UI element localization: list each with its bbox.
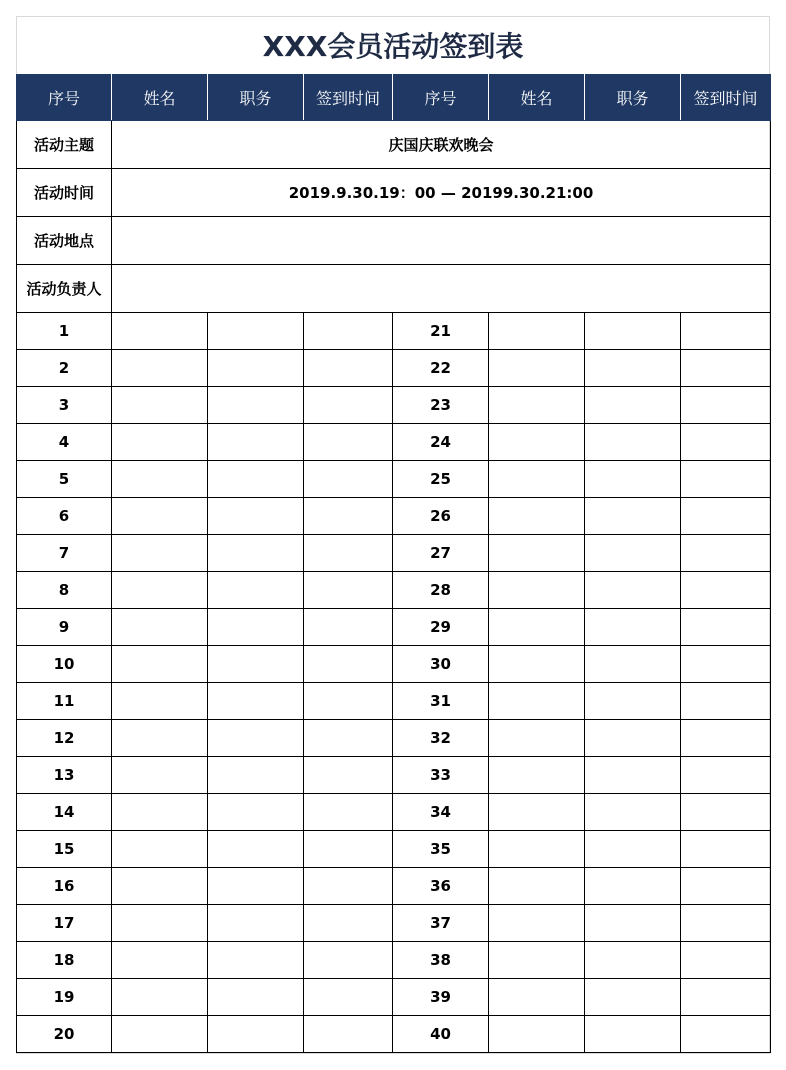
entry-cell[interactable] bbox=[208, 979, 304, 1016]
entry-cell[interactable] bbox=[304, 535, 393, 572]
row-number: 39 bbox=[393, 979, 489, 1016]
row-number: 7 bbox=[17, 535, 112, 572]
entry-cell[interactable] bbox=[681, 498, 771, 535]
entry-cell[interactable] bbox=[489, 313, 585, 350]
row-number: 11 bbox=[17, 683, 112, 720]
entry-cell[interactable] bbox=[585, 535, 681, 572]
entry-cell[interactable] bbox=[112, 609, 208, 646]
row-number: 20 bbox=[17, 1016, 112, 1053]
info-row bbox=[17, 169, 771, 217]
column-header: 姓名 bbox=[112, 75, 208, 121]
table-row bbox=[17, 979, 771, 1016]
entry-cell[interactable] bbox=[304, 350, 393, 387]
row-number: 15 bbox=[17, 831, 112, 868]
entry-cell[interactable] bbox=[489, 646, 585, 683]
entry-cell[interactable] bbox=[112, 1016, 208, 1053]
column-header: 职务 bbox=[208, 75, 304, 121]
entry-cell[interactable] bbox=[304, 868, 393, 905]
entry-cell[interactable] bbox=[681, 350, 771, 387]
row-number: 3 bbox=[17, 387, 112, 424]
entry-cell[interactable] bbox=[681, 387, 771, 424]
row-number: 14 bbox=[17, 794, 112, 831]
table-row bbox=[17, 313, 771, 350]
row-number: 6 bbox=[17, 498, 112, 535]
entry-cell[interactable] bbox=[681, 942, 771, 979]
info-row bbox=[17, 121, 771, 169]
info-row bbox=[17, 265, 771, 313]
table-row bbox=[17, 683, 771, 720]
table-row bbox=[17, 387, 771, 424]
entry-cell[interactable] bbox=[112, 313, 208, 350]
signin-table bbox=[16, 74, 771, 1053]
entry-cell[interactable] bbox=[489, 868, 585, 905]
entry-cell[interactable] bbox=[112, 905, 208, 942]
row-number: 12 bbox=[17, 720, 112, 757]
column-header: 姓名 bbox=[489, 75, 585, 121]
row-number: 24 bbox=[393, 424, 489, 461]
row-number: 1 bbox=[17, 313, 112, 350]
entry-cell[interactable] bbox=[585, 757, 681, 794]
entry-cell[interactable] bbox=[489, 498, 585, 535]
row-number: 30 bbox=[393, 646, 489, 683]
entry-cell[interactable] bbox=[585, 350, 681, 387]
row-number: 38 bbox=[393, 942, 489, 979]
row-number: 23 bbox=[393, 387, 489, 424]
entry-cell[interactable] bbox=[681, 757, 771, 794]
entry-cell[interactable] bbox=[489, 572, 585, 609]
entry-cell[interactable] bbox=[208, 461, 304, 498]
entry-cell[interactable] bbox=[304, 942, 393, 979]
row-number: 33 bbox=[393, 757, 489, 794]
entry-cell[interactable] bbox=[489, 905, 585, 942]
table-row bbox=[17, 942, 771, 979]
row-number: 13 bbox=[17, 757, 112, 794]
table-row bbox=[17, 757, 771, 794]
entry-cell[interactable] bbox=[681, 646, 771, 683]
entry-cell[interactable] bbox=[304, 313, 393, 350]
table-row bbox=[17, 720, 771, 757]
entry-cell[interactable] bbox=[585, 498, 681, 535]
entry-cell[interactable] bbox=[585, 831, 681, 868]
table-row bbox=[17, 609, 771, 646]
row-number: 18 bbox=[17, 942, 112, 979]
entry-cell[interactable] bbox=[489, 757, 585, 794]
entry-cell[interactable] bbox=[304, 757, 393, 794]
entry-cell[interactable] bbox=[489, 461, 585, 498]
entry-cell[interactable] bbox=[681, 609, 771, 646]
entry-cell[interactable] bbox=[112, 831, 208, 868]
info-label: 活动时间 bbox=[17, 169, 112, 217]
table-row bbox=[17, 535, 771, 572]
entry-cell[interactable] bbox=[681, 794, 771, 831]
row-number: 40 bbox=[393, 1016, 489, 1053]
entry-cell[interactable] bbox=[585, 609, 681, 646]
table-row bbox=[17, 424, 771, 461]
row-number: 5 bbox=[17, 461, 112, 498]
row-number: 36 bbox=[393, 868, 489, 905]
entry-cell[interactable] bbox=[681, 461, 771, 498]
entry-cell[interactable] bbox=[208, 757, 304, 794]
info-label: 活动地点 bbox=[17, 217, 112, 265]
entry-cell[interactable] bbox=[304, 979, 393, 1016]
row-number: 4 bbox=[17, 424, 112, 461]
entry-cell[interactable] bbox=[585, 720, 681, 757]
entry-cell[interactable] bbox=[681, 683, 771, 720]
entry-cell[interactable] bbox=[208, 868, 304, 905]
entry-cell[interactable] bbox=[304, 831, 393, 868]
entry-cell[interactable] bbox=[585, 683, 681, 720]
info-value-cell[interactable]: 2019.9.30.19：00 — 20199.30.21:00 bbox=[112, 169, 771, 217]
row-number: 32 bbox=[393, 720, 489, 757]
table-row bbox=[17, 498, 771, 535]
entry-cell[interactable] bbox=[489, 609, 585, 646]
entry-cell[interactable] bbox=[681, 313, 771, 350]
entry-cell[interactable] bbox=[681, 831, 771, 868]
entry-cell[interactable] bbox=[208, 572, 304, 609]
entry-cell[interactable] bbox=[585, 794, 681, 831]
entry-cell[interactable] bbox=[112, 868, 208, 905]
entry-cell[interactable] bbox=[112, 757, 208, 794]
entry-cell[interactable] bbox=[208, 646, 304, 683]
row-number: 16 bbox=[17, 868, 112, 905]
row-number: 34 bbox=[393, 794, 489, 831]
entry-cell[interactable] bbox=[489, 831, 585, 868]
entry-cell[interactable] bbox=[489, 350, 585, 387]
entry-cell[interactable] bbox=[585, 905, 681, 942]
entry-cell[interactable] bbox=[112, 424, 208, 461]
info-row bbox=[17, 217, 771, 265]
entry-cell[interactable] bbox=[585, 461, 681, 498]
column-header-row bbox=[17, 75, 771, 121]
entry-cell[interactable] bbox=[585, 313, 681, 350]
row-number: 22 bbox=[393, 350, 489, 387]
entry-cell[interactable] bbox=[304, 905, 393, 942]
entry-cell[interactable] bbox=[112, 535, 208, 572]
entry-cell[interactable] bbox=[208, 831, 304, 868]
entry-cell[interactable] bbox=[112, 572, 208, 609]
entry-cell[interactable] bbox=[112, 942, 208, 979]
entry-cell[interactable] bbox=[681, 535, 771, 572]
entry-cell[interactable] bbox=[681, 572, 771, 609]
entry-cell[interactable] bbox=[489, 387, 585, 424]
entry-cell[interactable] bbox=[208, 720, 304, 757]
entry-cell[interactable] bbox=[112, 683, 208, 720]
entry-cell[interactable] bbox=[112, 794, 208, 831]
entry-cell[interactable] bbox=[208, 1016, 304, 1053]
table-row bbox=[17, 572, 771, 609]
info-value-cell[interactable] bbox=[112, 265, 771, 313]
row-number: 8 bbox=[17, 572, 112, 609]
info-value-cell[interactable] bbox=[112, 217, 771, 265]
entry-cell[interactable] bbox=[681, 905, 771, 942]
entry-cell[interactable] bbox=[681, 1016, 771, 1053]
page-title: XXX会员活动签到表 bbox=[262, 30, 524, 63]
column-header: 序号 bbox=[393, 75, 489, 121]
row-number: 19 bbox=[17, 979, 112, 1016]
table-row bbox=[17, 350, 771, 387]
entry-cell[interactable] bbox=[304, 609, 393, 646]
entry-cell[interactable] bbox=[304, 387, 393, 424]
row-number: 2 bbox=[17, 350, 112, 387]
entry-cell[interactable] bbox=[304, 1016, 393, 1053]
entry-cell[interactable] bbox=[681, 424, 771, 461]
row-number: 29 bbox=[393, 609, 489, 646]
entry-cell[interactable] bbox=[585, 572, 681, 609]
entry-cell[interactable] bbox=[304, 720, 393, 757]
info-label: 活动主题 bbox=[17, 121, 112, 169]
entry-cell[interactable] bbox=[112, 979, 208, 1016]
entry-cell[interactable] bbox=[208, 350, 304, 387]
entry-cell[interactable] bbox=[585, 387, 681, 424]
row-number: 28 bbox=[393, 572, 489, 609]
entry-cell[interactable] bbox=[112, 387, 208, 424]
entry-cell[interactable] bbox=[112, 350, 208, 387]
row-number: 27 bbox=[393, 535, 489, 572]
entry-cell[interactable] bbox=[208, 683, 304, 720]
row-number: 26 bbox=[393, 498, 489, 535]
entry-cell[interactable] bbox=[208, 609, 304, 646]
entry-cell[interactable] bbox=[208, 498, 304, 535]
column-header: 职务 bbox=[585, 75, 681, 121]
table-row bbox=[17, 794, 771, 831]
table-row bbox=[17, 1016, 771, 1053]
entry-cell[interactable] bbox=[208, 905, 304, 942]
entry-cell[interactable] bbox=[208, 535, 304, 572]
entry-cell[interactable] bbox=[585, 424, 681, 461]
entry-cell[interactable] bbox=[304, 683, 393, 720]
entry-cell[interactable] bbox=[112, 461, 208, 498]
entry-cell[interactable] bbox=[489, 979, 585, 1016]
info-value-cell[interactable]: 庆国庆联欢晚会 bbox=[112, 121, 771, 169]
table-row bbox=[17, 905, 771, 942]
row-number: 31 bbox=[393, 683, 489, 720]
table-row bbox=[17, 831, 771, 868]
entry-cell[interactable] bbox=[208, 387, 304, 424]
entry-cell[interactable] bbox=[489, 942, 585, 979]
entry-cell[interactable] bbox=[112, 720, 208, 757]
entry-cell[interactable] bbox=[489, 720, 585, 757]
row-number: 17 bbox=[17, 905, 112, 942]
entry-cell[interactable] bbox=[208, 424, 304, 461]
row-number: 21 bbox=[393, 313, 489, 350]
entry-cell[interactable] bbox=[489, 683, 585, 720]
entry-cell[interactable] bbox=[681, 979, 771, 1016]
row-number: 37 bbox=[393, 905, 489, 942]
row-number: 10 bbox=[17, 646, 112, 683]
table-row bbox=[17, 868, 771, 905]
column-header: 签到时间 bbox=[304, 75, 393, 121]
table-row bbox=[17, 461, 771, 498]
entry-cell[interactable] bbox=[208, 942, 304, 979]
entry-cell[interactable] bbox=[681, 720, 771, 757]
entry-cell[interactable] bbox=[489, 424, 585, 461]
entry-cell[interactable] bbox=[489, 794, 585, 831]
table-row bbox=[17, 646, 771, 683]
entry-cell[interactable] bbox=[489, 1016, 585, 1053]
row-number: 9 bbox=[17, 609, 112, 646]
entry-cell[interactable] bbox=[112, 498, 208, 535]
entry-cell[interactable] bbox=[304, 646, 393, 683]
entry-cell[interactable] bbox=[208, 313, 304, 350]
column-header: 序号 bbox=[17, 75, 112, 121]
column-header: 签到时间 bbox=[681, 75, 771, 121]
entry-cell[interactable] bbox=[112, 646, 208, 683]
entry-cell[interactable] bbox=[489, 535, 585, 572]
row-number: 25 bbox=[393, 461, 489, 498]
row-number: 35 bbox=[393, 831, 489, 868]
entry-cell[interactable] bbox=[585, 1016, 681, 1053]
entry-cell[interactable] bbox=[585, 868, 681, 905]
entry-cell[interactable] bbox=[681, 868, 771, 905]
entry-cell[interactable] bbox=[304, 794, 393, 831]
entry-cell[interactable] bbox=[304, 572, 393, 609]
entry-cell[interactable] bbox=[585, 979, 681, 1016]
entry-cell[interactable] bbox=[585, 942, 681, 979]
entry-cell[interactable] bbox=[585, 646, 681, 683]
info-label: 活动负责人 bbox=[17, 265, 112, 313]
entry-cell[interactable] bbox=[304, 498, 393, 535]
entry-cell[interactable] bbox=[304, 461, 393, 498]
entry-cell[interactable] bbox=[304, 424, 393, 461]
entry-cell[interactable] bbox=[208, 794, 304, 831]
